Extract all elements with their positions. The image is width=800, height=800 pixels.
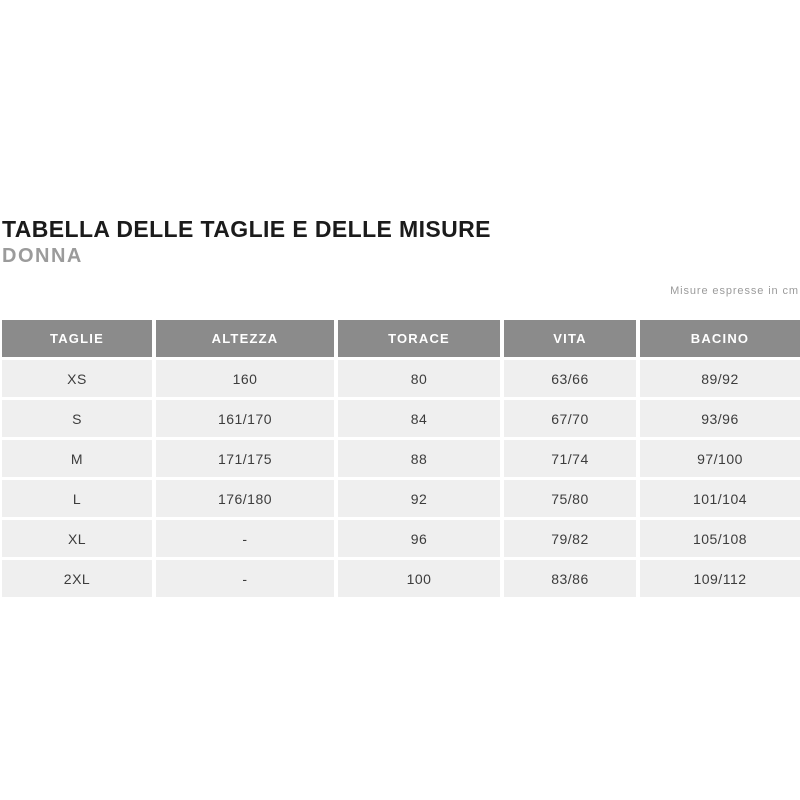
- torace-value: 96: [338, 520, 500, 557]
- size-label: 2XL: [2, 560, 152, 597]
- torace-value: 80: [338, 360, 500, 397]
- torace-value: 92: [338, 480, 500, 517]
- altezza-value: 160: [156, 360, 334, 397]
- torace-value: 88: [338, 440, 500, 477]
- table-row-l: [2, 480, 800, 517]
- column-header-vita: VITA: [504, 320, 636, 357]
- size-label: M: [2, 440, 152, 477]
- table-row-2xl: [2, 560, 800, 597]
- table-row-xs: [2, 360, 800, 397]
- altezza-value: 161/170: [156, 400, 334, 437]
- table-header-row: [2, 320, 800, 357]
- bacino-value: 109/112: [640, 560, 800, 597]
- bacino-value: 105/108: [640, 520, 800, 557]
- size-label: XL: [2, 520, 152, 557]
- size-label: L: [2, 480, 152, 517]
- vita-value: 75/80: [504, 480, 636, 517]
- bacino-value: 89/92: [640, 360, 800, 397]
- altezza-value: 176/180: [156, 480, 334, 517]
- torace-value: 84: [338, 400, 500, 437]
- bacino-value: 101/104: [640, 480, 800, 517]
- size-label: S: [2, 400, 152, 437]
- altezza-value: 171/175: [156, 440, 334, 477]
- vita-value: 79/82: [504, 520, 636, 557]
- title-block: [2, 216, 491, 268]
- units-note: Misure espresse in cm: [670, 285, 799, 297]
- table-row-s: [2, 400, 800, 437]
- bacino-value: 93/96: [640, 400, 800, 437]
- page-subtitle: DONNA: [2, 245, 83, 267]
- size-table: [2, 320, 800, 597]
- page-title: TABELLA DELLE TAGLIE E DELLE MISURE: [2, 216, 491, 242]
- altezza-value: -: [156, 520, 334, 557]
- column-header-torace: TORACE: [338, 320, 500, 357]
- table-row-xl: [2, 520, 800, 557]
- altezza-value: -: [156, 560, 334, 597]
- table-row-m: [2, 440, 800, 477]
- column-header-altezza: ALTEZZA: [156, 320, 334, 357]
- column-header-bacino: BACINO: [640, 320, 800, 357]
- vita-value: 63/66: [504, 360, 636, 397]
- vita-value: 67/70: [504, 400, 636, 437]
- torace-value: 100: [338, 560, 500, 597]
- size-label: XS: [2, 360, 152, 397]
- vita-value: 71/74: [504, 440, 636, 477]
- bacino-value: 97/100: [640, 440, 800, 477]
- column-header-taglie: TAGLIE: [2, 320, 152, 357]
- vita-value: 83/86: [504, 560, 636, 597]
